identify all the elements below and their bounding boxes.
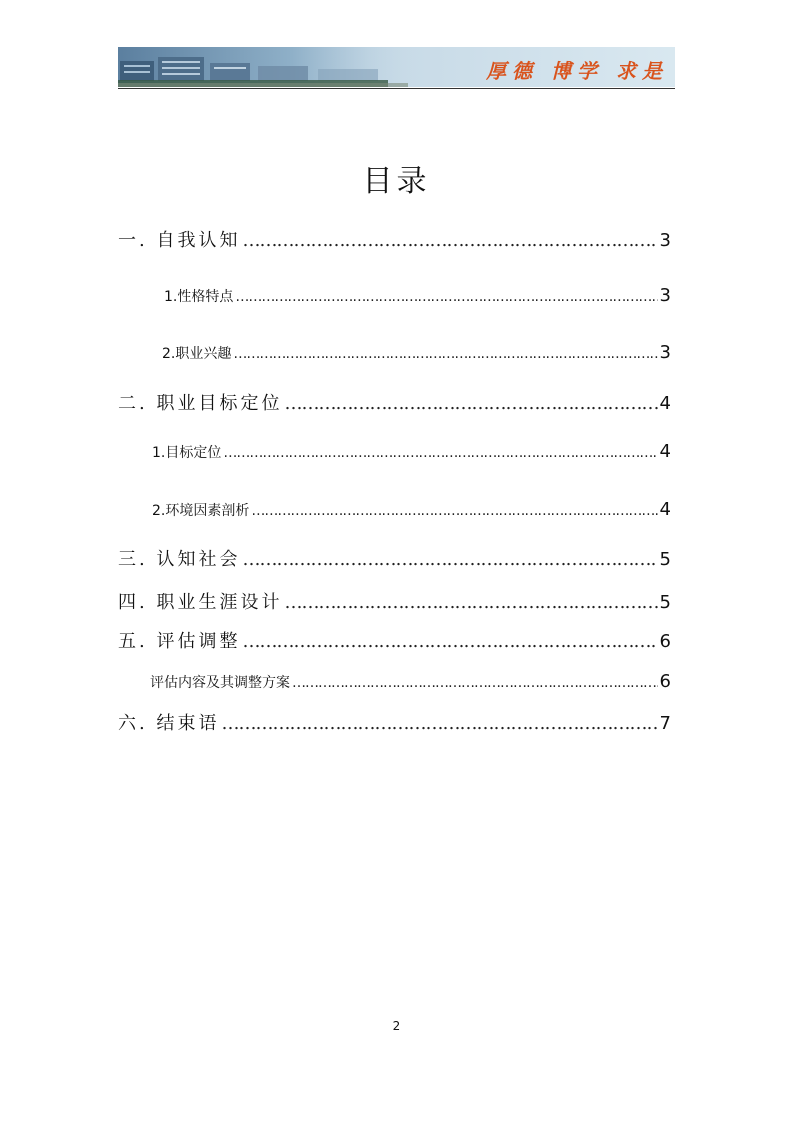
toc-entry-page: 7 — [659, 713, 671, 734]
toc-entry-career-design[interactable] — [118, 588, 671, 614]
toc-entry-career-interest[interactable] — [162, 342, 671, 363]
toc-entry-personality[interactable] — [164, 285, 671, 306]
toc-entry-evaluation[interactable] — [118, 627, 671, 653]
dot-leader — [242, 549, 657, 570]
page-number: 2 — [392, 1019, 401, 1033]
toc-entry-label: 五. 评估调整 — [118, 631, 241, 652]
toc-entry-page: 3 — [659, 285, 671, 306]
toc-entry-environment[interactable] — [152, 499, 671, 520]
toc-entry-label: 1.性格特点 — [164, 289, 234, 305]
toc-entry-page: 5 — [659, 549, 671, 570]
dot-leader — [242, 631, 657, 652]
toc-entry-page: 6 — [659, 671, 671, 692]
toc-entry-page: 4 — [659, 441, 671, 462]
toc-entry-label: 一. 自我认知 — [118, 230, 241, 251]
toc-entry-evaluation-plan[interactable] — [150, 671, 671, 692]
toc-entry-conclusion[interactable] — [118, 709, 671, 735]
toc-entry-label: 2.环境因素剖析 — [152, 503, 250, 519]
toc-entry-label: 二. 职业目标定位 — [118, 393, 283, 414]
dot-leader — [284, 592, 657, 613]
toc-entry-career-goal[interactable] — [118, 389, 671, 415]
toc-entry-label: 四. 职业生涯设计 — [118, 592, 283, 613]
toc-entry-label: 三. 认知社会 — [118, 549, 241, 570]
toc-entry-self-awareness[interactable] — [118, 226, 671, 252]
toc-entry-page: 3 — [659, 230, 671, 251]
toc-entry-page: 4 — [659, 393, 671, 414]
page-title: 目录 — [362, 164, 431, 199]
toc-entry-page: 3 — [659, 342, 671, 363]
dot-leader — [221, 713, 657, 734]
toc-entry-page: 6 — [659, 631, 671, 652]
dot-leader — [233, 346, 657, 362]
toc-entry-page: 5 — [659, 592, 671, 613]
dot-leader — [242, 230, 657, 251]
toc-entry-label: 1.目标定位 — [152, 445, 222, 461]
toc-entry-society[interactable] — [118, 545, 671, 571]
dot-leader — [235, 289, 657, 305]
toc-entry-page: 4 — [659, 499, 671, 520]
toc-entry-label: 六. 结束语 — [118, 713, 220, 734]
dot-leader — [251, 503, 657, 519]
toc-entry-label: 2.职业兴趣 — [162, 346, 232, 362]
toc-entry-label: 评估内容及其调整方案 — [150, 675, 290, 691]
dot-leader — [223, 445, 657, 461]
dot-leader — [284, 393, 657, 414]
toc-entry-goal-position[interactable] — [152, 441, 671, 462]
dot-leader — [292, 675, 658, 691]
banner-motto: 厚德 博学 求是 — [486, 59, 668, 83]
